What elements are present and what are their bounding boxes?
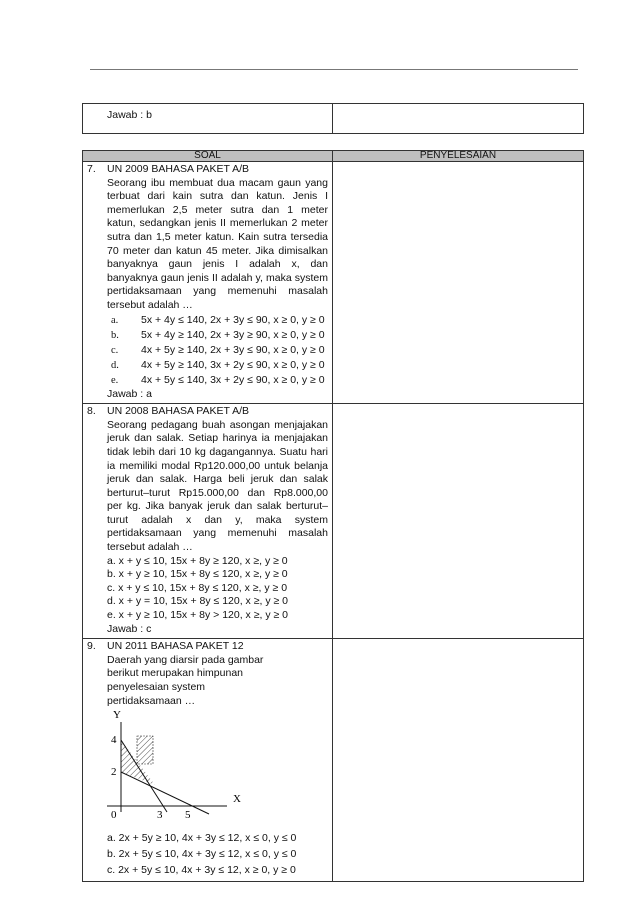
option-b: b. 2x + 5y ≤ 10, 4x + 3y ≤ 12, x ≤ 0, y ≤ 0	[107, 848, 297, 861]
option-c: c. 4x + 5y ≥ 140, 2x + 3y ≤ 90, x ≥ 0, y ≥ 0	[111, 343, 325, 356]
question-source: UN 2008 BAHASA PAKET A/B	[107, 405, 250, 418]
header-soal: SOAL	[83, 151, 333, 162]
table-row	[83, 639, 584, 882]
question-body: Daerah yang diarsir pada gambar berikut merupakan himpunan penyelesaian system pertidaksamaan …	[107, 653, 264, 707]
y-tick-label: 2	[111, 766, 117, 779]
question-answer: Jawab : c	[107, 622, 152, 635]
option-c: c. x + y ≤ 10, 15x + 8y ≤ 120, x ≥, y ≥ 0	[107, 581, 288, 594]
option-a: a. x + y ≤ 10, 15x + 8y ≥ 120, x ≥, y ≥ 0	[107, 554, 288, 567]
origin-label: 0	[111, 809, 117, 822]
question-source: UN 2009 BAHASA PAKET A/B	[107, 163, 250, 175]
solution-8-cell	[333, 404, 584, 639]
table-row	[83, 162, 584, 404]
question-7-cell	[83, 162, 333, 404]
table-row	[83, 104, 584, 134]
soal-cell	[83, 104, 333, 134]
header-penyelesaian: PENYELESAIAN	[333, 151, 584, 162]
hatched-box	[137, 736, 153, 764]
question-body: Seorang pedagang buah asongan menjajakan jeruk dan salak. Setiap harinya ia menjajakan tidak lebih dari 10 kg dagangannya. Suatu hari ia memiliki modal Rp120.000,00 untuk belanja jeruk dan salak. Harga beli jeruk dan salak berturut–turut Rp15.000,00 dan Rp8.000,00 per kg. Jika banyak jeruk dan salak berturut–turut adalah x dan y, maka system pertidaksamaan yang memenuhi masalah tersebut adalah …	[107, 418, 328, 554]
solution-9-cell	[333, 639, 584, 882]
question-number: 8.	[87, 405, 96, 418]
option-b: b. x + y ≥ 10, 15x + 8y ≤ 120, x ≥, y ≥ 0	[107, 568, 288, 581]
questions-table	[82, 150, 584, 882]
solution-7-cell	[333, 162, 584, 404]
table-row	[83, 404, 584, 639]
line-2x-5y-10	[121, 772, 209, 814]
question-answer: Jawab : a	[107, 387, 152, 400]
question-number: 7.	[87, 163, 96, 175]
header-rule	[90, 69, 578, 70]
option-e: e. 4x + 5y ≤ 140, 3x + 2y ≤ 90, x ≥ 0, y ≥ 0	[111, 373, 325, 386]
answer-text: Jawab : b	[107, 109, 152, 121]
question-number: 9.	[87, 640, 96, 653]
option-c: c. 2x + 5y ≤ 10, 4x + 3y ≤ 12, x ≥ 0, y ≥ 0	[107, 864, 296, 877]
option-d: d. 4x + 5y ≥ 140, 3x + 2y ≤ 90, x ≥ 0, y ≥ 0	[111, 358, 325, 371]
feasible-region-graph	[107, 708, 247, 830]
header-row	[83, 151, 584, 162]
x-tick-label: 5	[185, 809, 191, 822]
option-a: a. 5x + 4y ≤ 140, 2x + 3y ≤ 90, x ≥ 0, y ≥ 0	[111, 313, 325, 326]
previous-answer-table	[82, 103, 584, 134]
question-body: Seorang ibu membuat dua macam gaun yang terbuat dari kain sutra dan katun. Jenis I memerlukan 2,5 meter sutra dan 1 meter katun, sedangkan jenis II memerlukan 2 meter sutra dan 1,5 meter katun. Kain sutra tersedia 70 meter dan katun 45 meter. Jika dimisalkan banyaknya gaun jenis I adalah x, dan banyaknya gaun jenis II adalah y, maka system pertidaksamaan yang memenuhi masalah tersebut adalah …	[107, 176, 328, 311]
option-a: a. 2x + 5y ≥ 10, 4x + 3y ≤ 12, x ≤ 0, y ≤ 0	[107, 832, 297, 845]
question-source: UN 2011 BAHASA PAKET 12	[107, 640, 244, 653]
x-axis-label: X	[233, 793, 241, 806]
penyelesaian-cell	[333, 104, 584, 134]
question-9-cell	[83, 639, 333, 882]
y-axis-label: Y	[113, 709, 121, 722]
option-b: b. 5x + 4y ≥ 140, 2x + 3y ≥ 90, x ≥ 0, y ≥ 0	[111, 328, 325, 341]
option-e: e. x + y ≥ 10, 15x + 8y > 120, x ≥, y ≥ 0	[107, 609, 289, 622]
option-d: d. x + y = 10, 15x + 8y ≤ 120, x ≥, y ≥ 0	[107, 595, 289, 608]
x-tick-label: 3	[157, 809, 163, 822]
question-8-cell	[83, 404, 333, 639]
y-tick-label: 4	[111, 734, 117, 747]
